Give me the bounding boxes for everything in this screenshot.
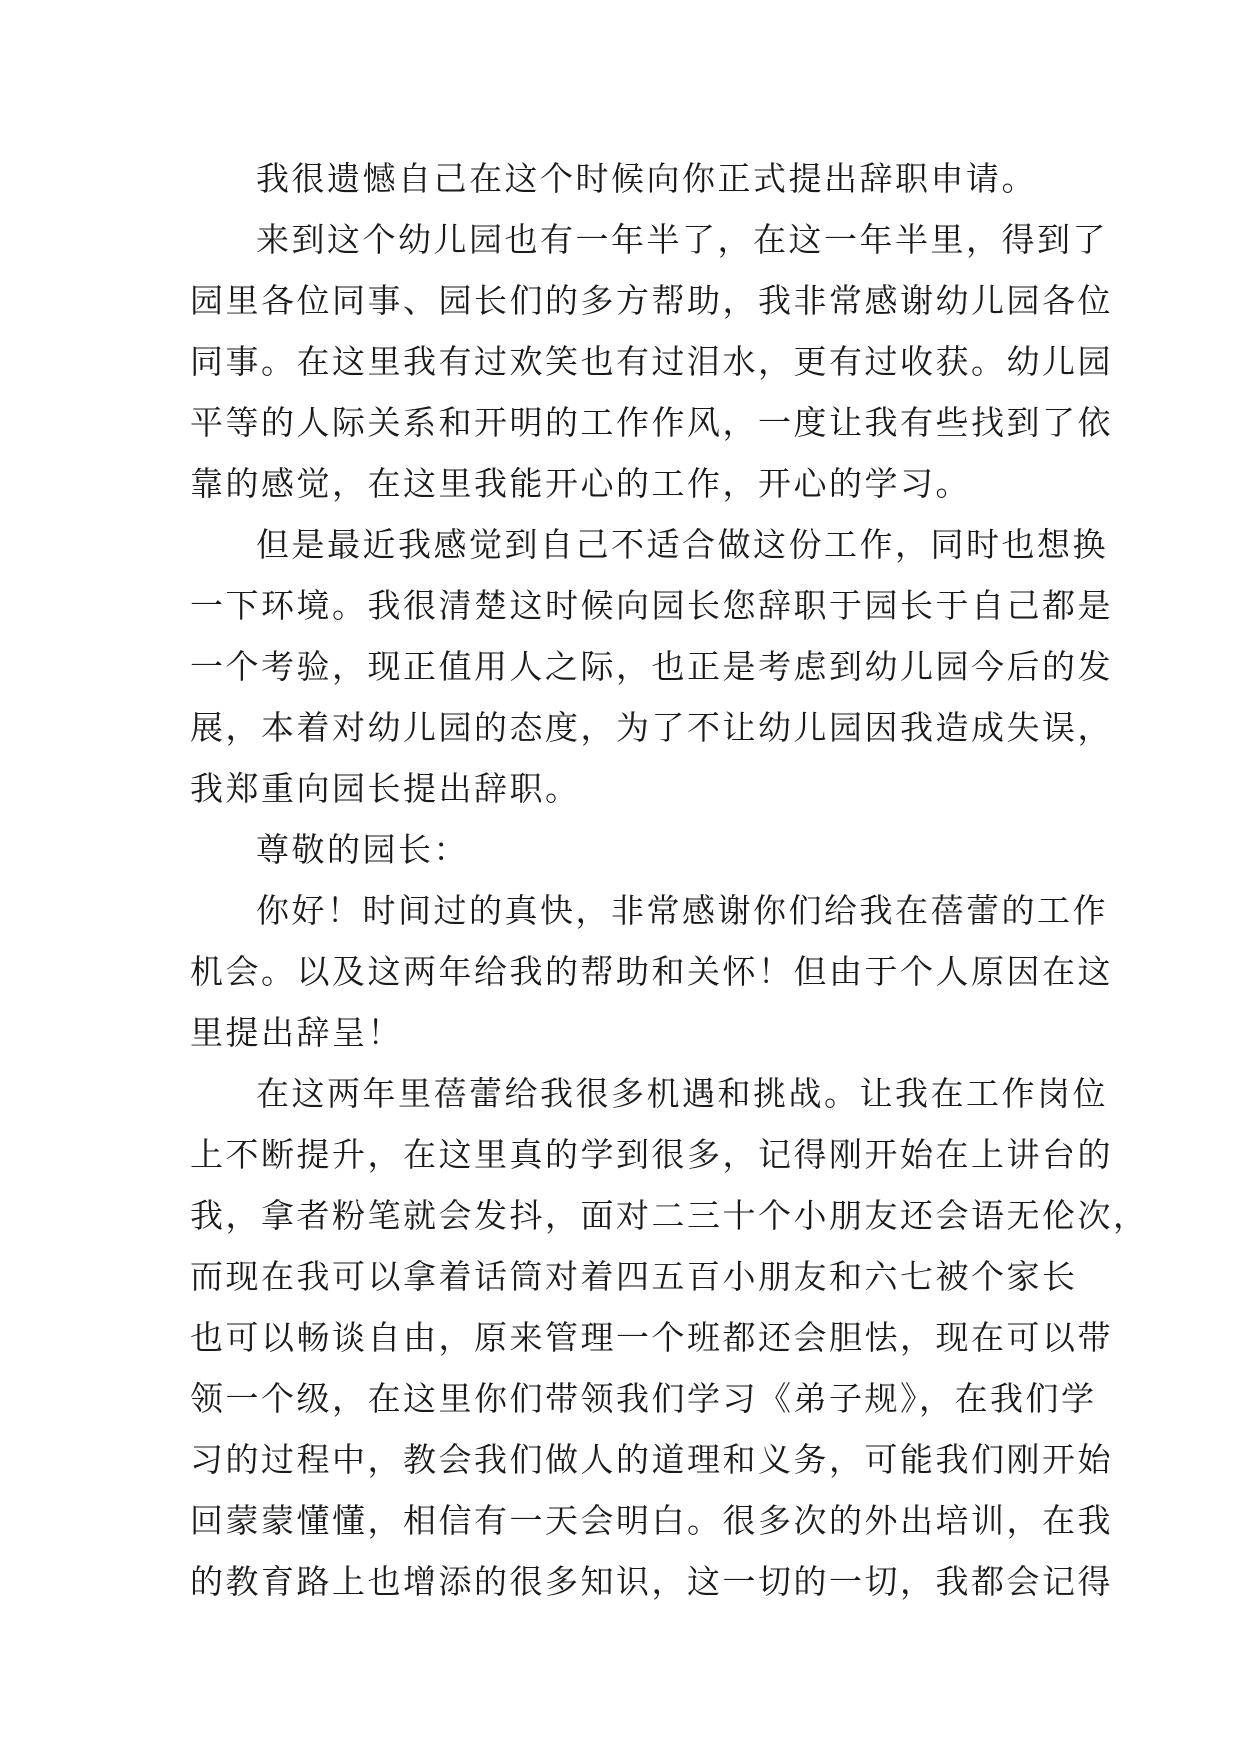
document-body — [190, 148, 1149, 1612]
salutation-line: 尊敬的园长： — [256, 830, 469, 869]
paragraph-line: 来到这个幼儿园也有一年半了，在这一年半里，得到了 — [256, 220, 1108, 259]
paragraph-line: 你好！时间过的真快，非常感谢你们给我在蓓蕾的工作 — [256, 891, 1108, 930]
paragraph-line: 回蒙蒙懂懂，相信有一天会明白。很多次的外出培训，在我 — [190, 1501, 1113, 1540]
paragraph-line: 而现在我可以拿着话筒对着四五百小朋友和六七被个家长 — [190, 1257, 1078, 1296]
paragraph-line: 上不断提升，在这里真的学到很多，记得刚开始在上讲台的 — [190, 1135, 1113, 1174]
paragraph-line: 的教育路上也增添的很多知识，这一切的一切，我都会记得 — [190, 1562, 1113, 1601]
paragraph-line: 同事。在这里我有过欢笑也有过泪水，更有过收获。幼儿园 — [190, 342, 1113, 381]
paragraph-line: 习的过程中，教会我们做人的道理和义务，可能我们刚开始 — [190, 1440, 1113, 1479]
paragraph-line: 我很遗憾自己在这个时候向你正式提出辞职申请。 — [256, 159, 1037, 198]
paragraph-line: 在这两年里蓓蕾给我很多机遇和挑战。让我在工作岗位 — [256, 1074, 1108, 1113]
paragraph-line: 也可以畅谈自由，原来管理一个班都还会胆怯，现在可以带 — [190, 1318, 1113, 1357]
paragraph-line: 机会。以及这两年给我的帮助和关怀！但由于个人原因在这 — [190, 952, 1113, 991]
paragraph-line: 园里各位同事、园长们的多方帮助，我非常感谢幼儿园各位 — [190, 281, 1113, 320]
paragraph-line: 我郑重向园长提出辞职。 — [190, 769, 581, 808]
paragraph-line: 展，本着对幼儿园的态度，为了不让幼儿园因我造成失误， — [190, 708, 1113, 747]
paragraph-line: 领一个级，在这里你们带领我们学习《弟子规》，在我们学 — [190, 1379, 1097, 1418]
paragraph-line: 但是最近我感觉到自己不适合做这份工作，同时也想换 — [256, 525, 1108, 564]
paragraph-line: 我，拿者粉笔就会发抖，面对二三十个小朋友还会语无伦次， — [190, 1196, 1149, 1235]
paragraph-line: 一个考验，现正值用人之际，也正是考虑到幼儿园今后的发 — [190, 647, 1113, 686]
paragraph-line: 靠的感觉，在这里我能开心的工作，开心的学习。 — [190, 464, 971, 503]
paragraph-line: 一下环境。我很清楚这时候向园长您辞职于园长于自己都是 — [190, 586, 1113, 625]
paragraph-line: 里提出辞呈！ — [190, 1013, 403, 1052]
paragraph-line: 平等的人际关系和开明的工作作风，一度让我有些找到了依 — [190, 403, 1113, 442]
